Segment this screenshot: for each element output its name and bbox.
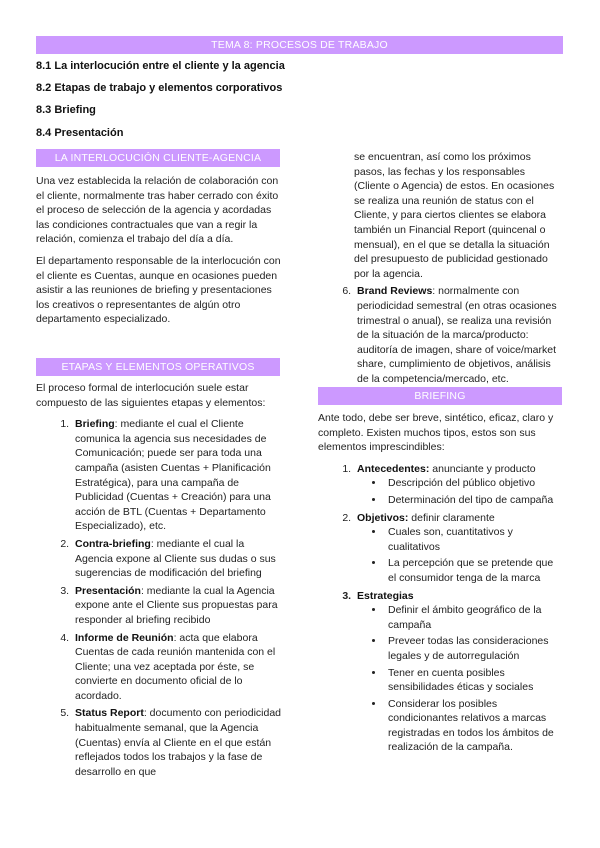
paragraph: El proceso formal de interlocución suele estar compuesto de las siguientes etapas y elementos: bbox=[36, 382, 266, 409]
list-item bbox=[72, 631, 282, 704]
sub-list bbox=[357, 525, 564, 585]
item-text: : mediante el cual la Agencia expone al Cliente sus dudas o sus sugerencias de modificación del briefing bbox=[75, 537, 276, 580]
section-heading: BRIEFING bbox=[414, 390, 466, 402]
item-text: : normalmente con periodicidad semestral (en otras ocasiones trimestral o anual), se realiza una revisión de la situación de la marca/producto: auditoría de imagen, share of voice/market share, cumplimiento de objetivos, análisis de la competencia/mercado, etc. bbox=[357, 285, 557, 385]
item-text: definir claramente bbox=[408, 511, 495, 524]
toc-item-2: 8.2 Etapas de trabajo y elementos corporativos bbox=[36, 82, 283, 94]
paragraph: Ante todo, debe ser breve, sintético, eficaz, claro y completo. Existen muchos tipos, estos son sus elementos imprescindibles: bbox=[318, 412, 554, 454]
title-banner bbox=[36, 36, 563, 54]
sub-list bbox=[357, 476, 564, 507]
list-item bbox=[72, 706, 282, 779]
page-title: TEMA 8: PROCESOS DE TRABAJO bbox=[211, 39, 388, 51]
term: Objetivos: bbox=[357, 511, 409, 524]
toc-item-3: 8.3 Briefing bbox=[36, 104, 96, 116]
toc-item-1: 8.1 La interlocución entre el cliente y la agencia bbox=[36, 60, 285, 72]
item-text: : mediante la cual la Agencia expone ante el Cliente sus propuestas para responder al briefing recibido bbox=[75, 584, 278, 626]
etapas-list bbox=[36, 417, 282, 779]
section-heading: LA INTERLOCUCIÓN CLIENTE-AGENCIA bbox=[54, 152, 262, 164]
item-text: : acta que elabora Cuentas de cada reunión mantenida con el Cliente; una vez aceptada por éste, se convierte en documento oficial de lo acordado. bbox=[75, 631, 276, 702]
item-text: : documento con periodicidad habitualmente semanal, que la Agencia (Cuentas) envía al Cliente en el que están reflejados todos los trabajos y la fase de desarrollo en que bbox=[75, 707, 282, 778]
section-banner-interlocucion bbox=[36, 149, 280, 167]
list-item bbox=[354, 511, 564, 586]
term: Briefing bbox=[75, 418, 115, 431]
sub-item: • Descripción del público objetivo bbox=[385, 476, 564, 491]
section-banner-briefing bbox=[318, 387, 562, 405]
item-text: : mediante el cual el Cliente comunica la agencia sus necesidades de Comunicación; puede ser para toda una campaña (asisten Cuentas + Planificación Estratégica), para una campaña de Publicidad (Cuentas + Creación) para una acción de BTL (Cuentas + Departamento Especializado), etc. bbox=[75, 418, 271, 533]
left-column bbox=[36, 174, 282, 334]
term: Antecedentes: bbox=[357, 462, 430, 475]
term: Presentación bbox=[75, 584, 141, 597]
list-item bbox=[72, 417, 282, 534]
term: Estrategias bbox=[357, 589, 414, 602]
right-column-briefing bbox=[318, 411, 564, 758]
briefing-list bbox=[318, 462, 564, 755]
sub-item: • Considerar los posibles condicionantes relativos a marcas registradas en todos los ámbitos de realización de la campaña. bbox=[385, 697, 564, 755]
item-text: anunciante y producto bbox=[429, 462, 536, 475]
term: Informe de Reunión bbox=[75, 631, 174, 644]
sub-item: • Determinación del tipo de campaña bbox=[385, 493, 564, 508]
sub-item: • Preveer todas las consideraciones legales y de autorregulación bbox=[385, 634, 564, 663]
etapas-list-continued bbox=[318, 284, 564, 386]
list-item bbox=[72, 537, 282, 581]
list-item bbox=[354, 589, 564, 756]
right-column bbox=[318, 150, 564, 390]
list-item bbox=[354, 462, 564, 508]
paragraph: El departamento responsable de la interlocución con el cliente es Cuentas, aunque en ocasiones pueden asistir a las reuniones de briefing y presentaciones los creativos o representantes de algún otro departamento especializado. bbox=[36, 254, 281, 326]
toc-item-4: 8.4 Presentación bbox=[36, 127, 124, 139]
sub-item: • La percepción que se pretende que el consumidor tenga de la marca bbox=[385, 556, 564, 585]
section-heading: ETAPAS Y ELEMENTOS OPERATIVOS bbox=[61, 361, 255, 373]
left-column-etapas bbox=[36, 381, 282, 782]
term: Brand Reviews bbox=[357, 285, 433, 298]
status-report-continuation: se encuentran, así como los próximos pasos, las fechas y los responsables (Cliente o Agencia) de estos. En ocasiones se realiza una reunión de status con el Cliente, y para ciertos clientes se elabora también un Financial Report (quincenal o mensual), en el que se detalla la situación del presupuesto de publicidad gestionado por la agencia. bbox=[354, 151, 555, 280]
term: Contra-briefing bbox=[75, 537, 151, 550]
list-item bbox=[72, 584, 282, 628]
sub-item: • Cuales son, cuantitativos y cualitativos bbox=[385, 525, 564, 554]
sub-item: • Definir el ámbito geográfico de la campaña bbox=[385, 603, 564, 632]
sub-list bbox=[357, 603, 564, 755]
term: Status Report bbox=[75, 707, 144, 720]
sub-item: • Tener en cuenta posibles sensibilidades éticas y sociales bbox=[385, 666, 564, 695]
list-item bbox=[354, 284, 564, 386]
section-banner-etapas bbox=[36, 358, 280, 376]
paragraph: Una vez establecida la relación de colaboración con el cliente, normalmente tras haber cerrado con éxito el proceso de selección de la agencia y acordadas las condiciones contractuales que van a regir la relación, comienza el trabajo del día a día. bbox=[36, 175, 279, 246]
